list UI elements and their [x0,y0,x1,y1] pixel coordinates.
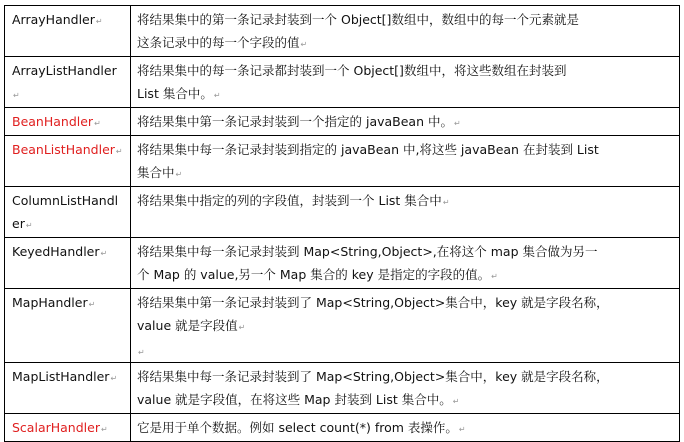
handler-description-cell [131,136,680,187]
handler-description-cell [131,108,680,136]
handler-name-cell [5,108,131,136]
handler-name-cell [5,289,131,363]
table-row [5,363,680,414]
description-line: 将结果集中的第一条记录封装到一个 Object[]数组中，数组中的每一个元素就是 [137,12,579,27]
table-row [5,57,680,108]
handler-name: MapHandler [12,295,88,310]
description-line: 将结果集中指定的列的字段值，封装到一个 List 集合中 [137,193,442,208]
table-row [5,187,680,238]
description-line: 将结果集中每一条记录封装到了 Map<String,Object>集合中，key 就是字段名称， [137,369,609,384]
table-row [5,108,680,136]
paragraph-mark-icon: ↵ [138,348,145,357]
paragraph-mark-icon: ↵ [238,323,246,332]
paragraph-mark-icon: ↵ [94,119,101,128]
handler-description-cell [131,289,680,363]
handler-name-cell [5,187,131,238]
description-line: 将结果集中每一条记录封装到 Map<String,Object>,在将这个 map 集合做为另一 [137,244,598,259]
paragraph-mark-icon: ↵ [100,249,108,258]
handler-name: ArrayListHandler [12,63,117,78]
paragraph-mark-icon: ↵ [491,272,498,281]
dbutils-handler-table-wrap [4,5,679,442]
paragraph-mark-icon: ↵ [25,221,33,230]
paragraph-mark-icon: ↵ [452,397,460,406]
handler-description-cell [131,238,680,289]
description-line: 将结果集中每一条记录封装到指定的 javaBean 中,将这些 javaBean 在封装到 List [137,142,599,157]
paragraph-mark-icon: ↵ [88,300,96,309]
paragraph-mark-icon: ↵ [95,17,103,26]
table-row [5,238,680,289]
empty-paragraph [137,339,673,362]
description-line: value 就是字段值 [137,318,238,333]
paragraph-mark-icon: ↵ [115,147,123,156]
handler-name-cell [5,136,131,187]
handler-description-cell [131,57,680,108]
dbutils-handler-table [4,5,680,442]
paragraph-mark-icon: ↵ [110,374,118,383]
description-line: 将结果集中第一条记录封装到一个指定的 javaBean 中。 [137,114,453,129]
paragraph-mark-icon: ↵ [300,40,308,49]
handler-name: KeyedHandler [12,244,100,259]
handler-description-cell [131,187,680,238]
description-line: 这条记录中的每一个字段的值 [137,35,300,50]
handler-name-cell [5,363,131,414]
paragraph-mark-icon: ↵ [13,91,20,100]
description-line: 集合中 [137,165,175,180]
handler-name-cell [5,414,131,442]
paragraph-mark-icon: ↵ [442,198,450,207]
paragraph-mark-icon: ↵ [213,91,221,100]
paragraph-mark-icon: ↵ [100,425,108,434]
table-body [5,6,680,442]
paragraph-mark-icon: ↵ [458,425,466,434]
description-line: 将结果集中第一条记录封装到了 Map<String,Object>集合中，key 就是字段名称， [137,295,609,310]
handler-name-cell [5,57,131,108]
description-line: List 集合中。 [137,86,213,101]
description-line: 它是用于单个数据。例如 select count(*) from 表操作。 [137,420,458,435]
handler-name: MapListHandler [12,369,110,384]
handler-description-cell [131,414,680,442]
description-line: value 就是字段值，在将这些 Map 封装到 List 集合中。 [137,392,452,407]
handler-description-cell [131,6,680,57]
handler-name-cell [5,6,131,57]
table-row [5,136,680,187]
handler-name-cell [5,238,131,289]
table-row [5,414,680,442]
paragraph-mark-icon: ↵ [175,170,183,179]
handler-name: ScalarHandler [12,420,100,435]
paragraph-mark-icon: ↵ [454,119,461,128]
handler-name: BeanHandler [12,114,94,129]
handler-name: BeanListHandler [12,142,115,157]
table-row [5,6,680,57]
handler-description-cell [131,363,680,414]
table-row [5,289,680,363]
description-line: 个 Map 的 value,另一个 Map 集合的 key 是指定的字段的值。 [137,267,491,282]
description-line: 将结果集中的每一条记录都封装到一个 Object[]数组中，将这些数组在封装到 [137,63,567,78]
handler-name: ColumnListHandler [12,193,119,231]
handler-name: ArrayHandler [12,12,95,27]
